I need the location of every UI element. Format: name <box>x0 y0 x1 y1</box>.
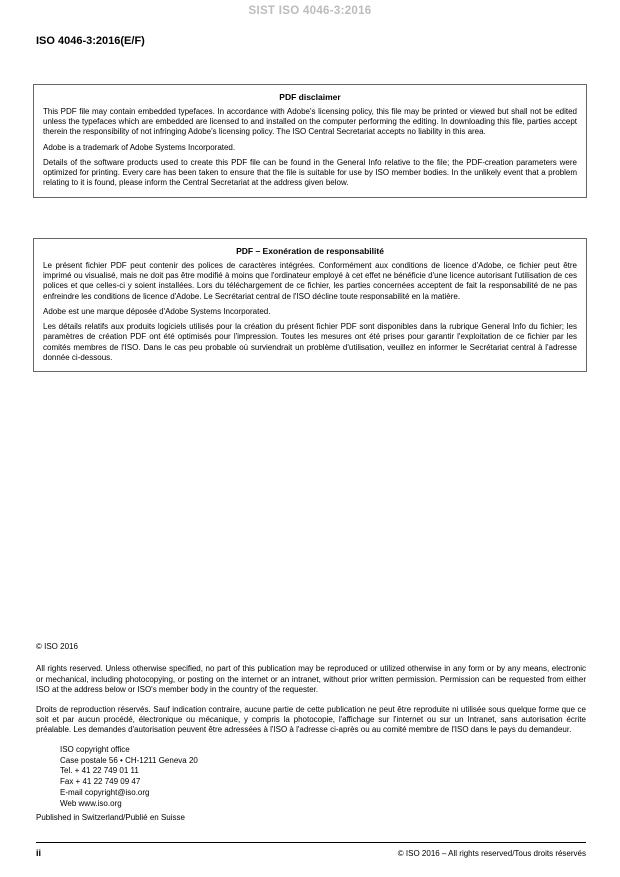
pdf-disclaimer-fr-paragraph-3: Les détails relatifs aux produits logiciels utilisés pour la création du présent fichier PDF sont disponibles dans la rubrique General Info du fichier; les paramètres de création PDF ont été optimisés pour l'impression. Toutes les mesures ont été prises pour garantir l'exploitation de ce fichier par les comités membres de l'ISO. Dans le cas peu probable où surviendrait un problème d'utilisation, veuillez en informer le Secrétariat central à l'adresse donnée ci-dessous. <box>43 322 577 362</box>
page-number: ii <box>36 848 42 858</box>
published-line: Published in Switzerland/Publié en Suisse <box>36 812 185 822</box>
pdf-disclaimer-box-en <box>33 84 587 198</box>
copyright-office-address <box>60 745 586 810</box>
rights-statement-fr: Droits de reproduction réservés. Sauf indication contraire, aucune partie de cette publication ne peut être reproduite ni utilisée sous quelque forme que ce soit et par aucun procédé, électronique ou mécanique, y compris la photocopie, l'affichage sur l'internet ou sur un Intranet, sans autorisation écrite préalable. Les demandes d'autorisation peuvent être adressées à l'ISO à l'adresse ci-après ou au comité membre de l'ISO dans le pays du demandeur. <box>36 704 586 735</box>
document-reference: ISO 4046-3:2016(E/F) <box>36 35 145 47</box>
pdf-disclaimer-box-fr <box>33 238 587 372</box>
office-line-postal: Case postale 56 • CH-1211 Geneva 20 <box>60 755 198 765</box>
office-line-web: Web www.iso.org <box>60 798 122 808</box>
office-line-name: ISO copyright office <box>60 744 130 754</box>
copyright-notice: © ISO 2016 <box>36 642 78 651</box>
pdf-disclaimer-title-fr: PDF – Exonération de responsabilité <box>236 246 384 256</box>
page-footer <box>36 848 586 858</box>
pdf-disclaimer-en-paragraph-2: Adobe is a trademark of Adobe Systems Incorporated. <box>43 142 236 152</box>
office-line-tel: Tel. + 41 22 749 01 11 <box>60 766 139 776</box>
footer-rule <box>36 842 586 843</box>
office-line-fax: Fax + 41 22 749 09 47 <box>60 777 141 787</box>
footer-copyright: © ISO 2016 – All rights reserved/Tous droits réservés <box>397 849 586 858</box>
pdf-disclaimer-en-paragraph-3: Details of the software products used to create this PDF file can be found in the General Info relative to the file; the PDF-creation parameters were optimized for printing. Every care has been taken to ensure that the file is suitable for use by ISO member bodies. In the unlikely event that a problem relating to it is found, please inform the Central Secretariat at the address given below. <box>43 157 577 188</box>
rights-statement-en: All rights reserved. Unless otherwise specified, no part of this publication may be reproduced or utilized otherwise in any form or by any means, electronic or mechanical, including photocopying, or posting on the internet or an intranet, without prior written permission. Permission can be requested from either ISO at the address below or ISO's member body in the country of the requester. <box>36 664 586 695</box>
pdf-disclaimer-title-en: PDF disclaimer <box>279 92 341 102</box>
pdf-disclaimer-fr-paragraph-1: Le présent fichier PDF peut contenir des polices de caractères intégrées. Conformément aux conditions de licence d'Adobe, ce fichier peut être imprimé ou visualisé, mais ne doit pas être modifié à moins que l'ordinateur employé à cet effet ne bénéficie d'une licence autorisant l'utilisation de ces polices et que celles-ci y soient installées. Lors du téléchargement de ce fichier, les parties concernées acceptent de fait la responsabilité de ne pas enfreindre les conditions de licence d'Adobe. Le Secrétariat central de l'ISO décline toute responsabilité en la matière. <box>43 261 577 301</box>
pdf-disclaimer-en-paragraph-1: This PDF file may contain embedded typefaces. In accordance with Adobe's licensing policy, this file may be printed or viewed but shall not be edited unless the typefaces which are embedded are licensed to and installed on the computer performing the editing. In downloading this file, parties accept therein the responsibility of not infringing Adobe's licensing policy. The ISO Central Secretariat accepts no liability in this area. <box>43 107 577 137</box>
office-line-email: E-mail copyright@iso.org <box>60 787 150 797</box>
pdf-disclaimer-fr-paragraph-2: Adobe est une marque déposée d'Adobe Systems Incorporated. <box>43 306 271 316</box>
watermark: SIST ISO 4046-3:2016 <box>248 5 372 17</box>
copyright-section <box>36 642 586 823</box>
